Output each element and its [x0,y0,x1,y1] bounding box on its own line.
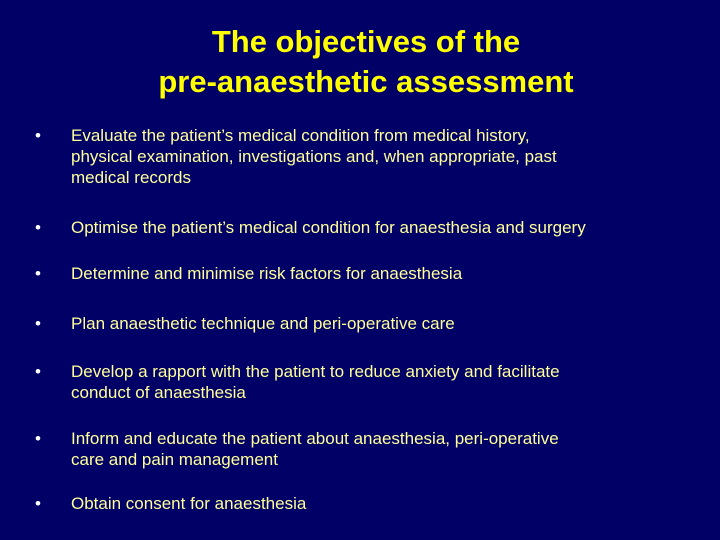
bullet-item-plan [35,313,695,334]
bullet-icon: • [35,362,41,381]
bullet-text [71,217,586,238]
bullet-text-line: Determine and minimise risk factors for anaesthesia [71,264,463,283]
bullet-text [71,313,455,334]
bullet-text-line: Evaluate the patient’s medical condition from medical history, [71,126,530,145]
bullet-text [71,428,559,470]
bullet-text [71,125,557,188]
bullet-text-line: Develop a rapport with the patient to reduce anxiety and facilitate [71,362,560,381]
bullet-text [71,263,462,284]
bullet-text-line: Inform and educate the patient about anaesthesia, peri-operative [71,429,559,448]
bullet-icon: • [35,494,41,513]
bullet-icon: • [35,126,41,145]
bullet-item-evaluate [35,125,695,188]
bullet-item-obtain [35,493,695,514]
slide-title-line-2: pre-anaesthetic assessment [158,64,574,99]
bullet-item-inform [35,428,695,470]
bullet-icon: • [35,429,41,448]
bullet-text [71,493,306,514]
bullet-item-develop [35,361,695,403]
bullet-item-determine [35,263,695,284]
bullet-item-optimise [35,217,695,238]
slide-title-line-1: The objectives of the [211,24,521,59]
bullet-icon: • [35,218,41,237]
bullet-icon: • [35,264,41,283]
bullet-icon: • [35,314,41,333]
bullet-text-line: Plan anaesthetic technique and peri-operative care [71,314,455,333]
bullet-text-line: medical records [71,168,191,187]
bullet-text-line: Obtain consent for anaesthesia [71,494,307,513]
bullet-text-line: conduct of anaesthesia [71,383,246,402]
bullet-text [71,361,560,403]
bullet-text-line: physical examination, investigations and, when appropriate, past [71,147,557,166]
bullet-text-line: care and pain management [71,450,278,469]
bullet-text-line: Optimise the patient’s medical condition for anaesthesia and surgery [71,218,586,237]
